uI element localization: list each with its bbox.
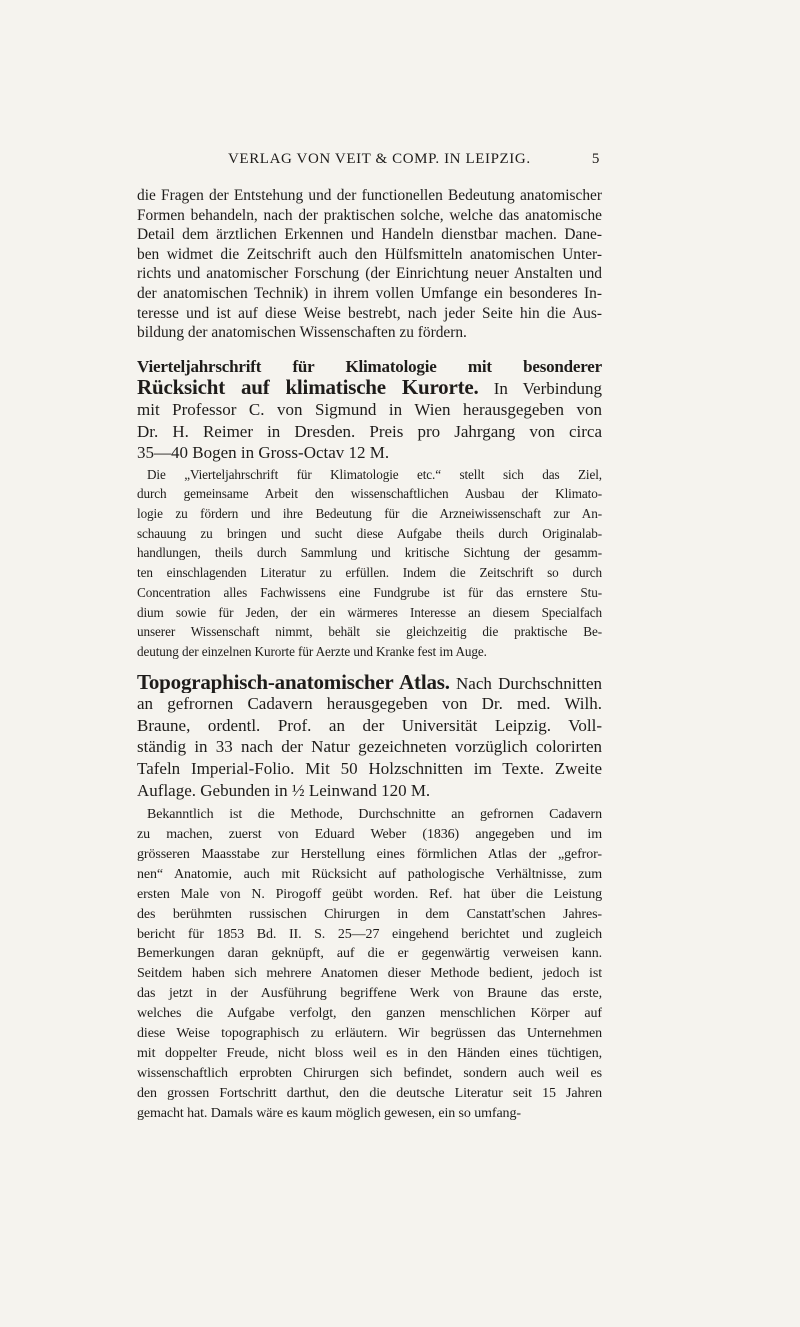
text-line: bericht für 1853 Bd. II. S. 25—27 eingehend berichtet und zugleich	[137, 926, 602, 942]
entry-atlas-description	[137, 805, 602, 1123]
entry-heading: Topographisch-anatomischer Atlas.	[137, 671, 450, 694]
text-line: ben widmet die Zeitschrift auch den Hülfsmitteln anatomischen Unter-	[137, 245, 602, 263]
text-line: Dr. H. Reimer in Dresden. Preis pro Jahrgang von circa	[137, 421, 602, 441]
text-line: logie zu fördern und ihre Bedeutung für die Arzneiwissenschaft zur An-	[137, 506, 602, 522]
text-line: ersten Male von N. Pirogoff geübt worden. Ref. hat über die Leistung	[137, 886, 602, 902]
entry-heading: Rücksicht auf klimatische Kurorte.	[137, 377, 479, 399]
text-line: deutung der einzelnen Kurorte für Aerzte und Kranke fest im Auge.	[137, 643, 487, 659]
text-line: das jetzt in der Ausführung begriffene Werk von Braune das erste,	[137, 986, 602, 1002]
text-line: teresse und ist auf diese Weise bestrebt, nach jeder Seite hin die Aus-	[137, 304, 602, 322]
entry-klimatologie-title	[137, 356, 602, 464]
text-line: Seitdem haben sich mehrere Anatomen dieser Methode bedient, jedoch ist	[137, 966, 602, 982]
text-line: wissenschaftlich erprobten Chirurgen sich befindet, sondern auch weil es	[137, 1065, 602, 1081]
text-line: grösseren Maasstabe zur Herstellung eines förmlichen Atlas der „gefror-	[137, 846, 602, 862]
text-line	[137, 377, 602, 399]
text-line: die Fragen der Entstehung und der functionellen Bedeutung anatomischer	[137, 187, 602, 204]
text-line: nen“ Anatomie, auch mit Rücksicht auf pathologische Verhältnisse, zum	[137, 866, 602, 882]
text-line: Detail dem ärztlichen Erkennen und Handeln dienstbar machen. Dane-	[137, 226, 602, 244]
text-line: diese Weise topographisch zu erläutern. Wir begrüssen das Unternehmen	[137, 1025, 602, 1041]
entry-atlas-title	[137, 672, 602, 802]
page-content	[137, 186, 602, 1123]
text-line: bildung der anatomischen Wissenschaften zu fördern.	[137, 324, 467, 342]
text-line: handlungen, theils durch Sammlung und kritische Sichtung der gesamm-	[137, 545, 602, 561]
text-line: Die „Vierteljahrschrift für Klimatologie etc.“ stellt sich das Ziel,	[147, 466, 602, 482]
publisher-header: VERLAG VON VEIT & COMP. IN LEIPZIG.	[228, 151, 531, 167]
text-line: Tafeln Imperial-Folio. Mit 50 Holzschnitten im Texte. Zweite	[137, 758, 602, 778]
text-line: an gefrornen Cadavern herausgegeben von Dr. med. Wilh.	[137, 694, 602, 714]
text-line: Braune, ordentl. Prof. an der Universität Leipzig. Voll-	[137, 715, 602, 735]
text-line: schauung zu bringen und sucht diese Aufgabe theils durch Originalab-	[137, 525, 602, 541]
text-line: ten einschlagenden Literatur zu erfüllen. Indem die Zeitschrift so durch	[137, 565, 602, 581]
text-line: richts und anatomischer Forschung (der Einrichtung neuer Anstalten und	[137, 265, 602, 283]
entry-klimatologie-description	[137, 465, 602, 662]
text-line: den grossen Fortschritt darthut, den die deutsche Literatur seit 15 Jahren	[137, 1085, 602, 1101]
text-line: gemacht hat. Damals wäre es kaum möglich gewesen, ein so umfang-	[137, 1105, 521, 1121]
text-line: durch gemeinsame Arbeit den wissenschaftlichen Ausbau der Klimato-	[137, 486, 602, 502]
text-line: der anatomischen Technik) in ihrem vollen Umfange ein besonderes In-	[137, 284, 602, 302]
text-line	[137, 672, 602, 694]
text-line: Auflage. Gebunden in ½ Leinwand 120 M.	[137, 780, 431, 800]
text-line: Bekanntlich ist die Methode, Durchschnitte an gefrornen Cadavern	[147, 807, 602, 823]
entry-text: In Verbindung	[478, 379, 602, 399]
page-number: 5	[591, 151, 600, 167]
entry-text: Nach Durchschnitten	[449, 673, 602, 693]
text-line: Formen behandeln, nach der praktischen solche, welche das anatomische	[137, 206, 602, 224]
text-line: ständig in 33 nach der Natur gezeichneten vorzüglich colorirten	[137, 737, 602, 757]
text-line: zu machen, zuerst von Eduard Weber (1836) angegeben und im	[137, 827, 602, 843]
text-line: mit doppelter Freude, nicht bloss weil es in den Händen eines tüchtigen,	[137, 1045, 602, 1061]
text-line: Concentration alles Fachwissens eine Fundgrube ist für das ernstere Stu-	[137, 584, 602, 600]
text-line: Bemerkungen daran geknüpft, auf die er gegenwärtig verweisen kann.	[137, 946, 602, 962]
text-line: des berühmten russischen Chirurgen in dem Canstatt'schen Jahres-	[137, 906, 602, 922]
text-line: 35—40 Bogen in Gross-Octav 12 M.	[137, 443, 390, 463]
intro-paragraph	[137, 186, 602, 343]
entry-heading: Vierteljahrschrift für Klimatologie mit besonderer	[137, 356, 602, 376]
text-line: welches die Aufgabe verfolgt, den ganzen menschlichen Körper auf	[137, 1006, 602, 1022]
text-line: dium sowie für Jeden, der ein wärmeres Interesse an diesem Specialfach	[137, 604, 602, 620]
running-header	[138, 148, 600, 170]
text-line: mit Professor C. von Sigmund in Wien herausgegeben von	[137, 399, 602, 419]
text-line: unserer Wissenschaft nimmt, behält sie gleichzeitig die praktische Be-	[137, 624, 602, 640]
